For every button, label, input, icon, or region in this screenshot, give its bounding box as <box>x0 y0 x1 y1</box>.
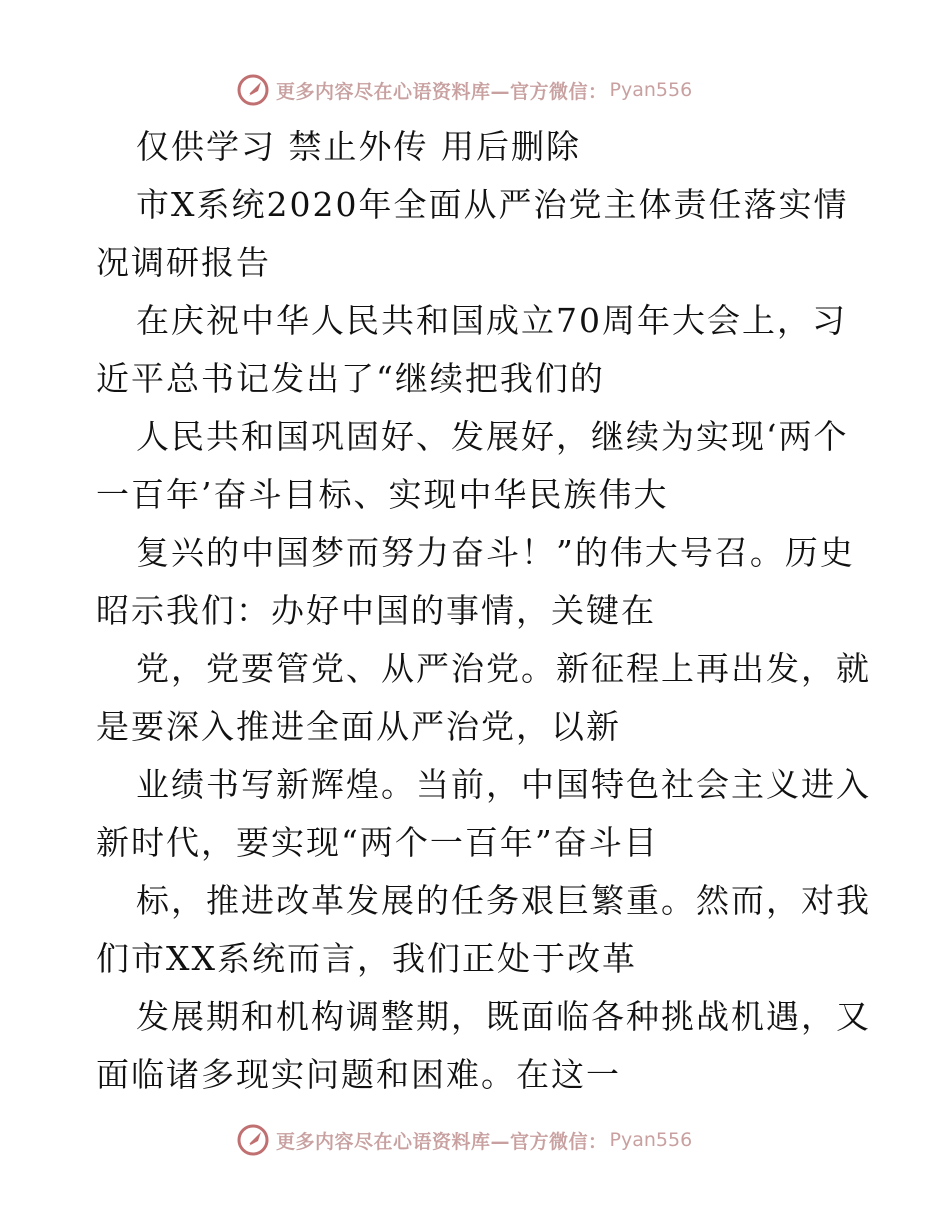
footer-watermark-banner <box>236 1122 692 1158</box>
paragraph-line: 昭示我们：办好中国的事情，关键在 <box>96 591 656 630</box>
document-body <box>96 118 871 1104</box>
paragraph-line: 面临诸多现实问题和困难。在这一 <box>96 1055 621 1094</box>
paragraph-line: 业绩书写新辉煌。当前，中国特色社会主义进入 <box>136 765 871 804</box>
paragraph-line: 一百年’奋斗目标、实现中华民族伟大 <box>96 475 669 514</box>
header-watermark-banner <box>236 72 692 108</box>
watermark-wechat-id: Pyan556 <box>609 79 693 101</box>
paragraph-line: 们市XX系统而言，我们正处于改革 <box>96 939 637 978</box>
document-title-line-2: 况调研报告 <box>96 243 271 282</box>
paragraph-line: 近平总书记发出了“继续把我们的 <box>96 359 605 398</box>
paragraph-line: 复兴的中国梦而努力奋斗！”的伟大号召。历史 <box>136 533 855 572</box>
paragraph-line: 标，推进改革发展的任务艰巨繁重。然而，对我 <box>136 881 871 920</box>
document-title-line-1: 市X系统2020年全面从严治党主体责任落实情 <box>136 185 849 224</box>
paragraph-line: 人民共和国巩固好、发展好，继续为实现‘两个 <box>136 417 849 456</box>
paragraph-line: 在庆祝中华人民共和国成立70周年大会上，习 <box>136 301 847 340</box>
watermark-wechat-id: Pyan556 <box>609 1129 693 1151</box>
paragraph-line: 是要深入推进全面从严治党，以新 <box>96 707 621 746</box>
quill-pen-logo-icon <box>236 1123 270 1157</box>
notice-line: 仅供学习 禁止外传 用后删除 <box>136 127 581 166</box>
quill-pen-logo-icon <box>236 73 270 107</box>
watermark-text: 更多内容尽在心语资料库—官方微信： <box>276 80 608 103</box>
paragraph-line: 党，党要管党、从严治党。新征程上再出发，就 <box>136 649 871 688</box>
paragraph-line: 发展期和机构调整期，既面临各种挑战机遇，又 <box>136 997 871 1036</box>
paragraph-line: 新时代，要实现“两个一百年”奋斗目 <box>96 823 659 862</box>
watermark-text: 更多内容尽在心语资料库—官方微信： <box>276 1130 608 1153</box>
